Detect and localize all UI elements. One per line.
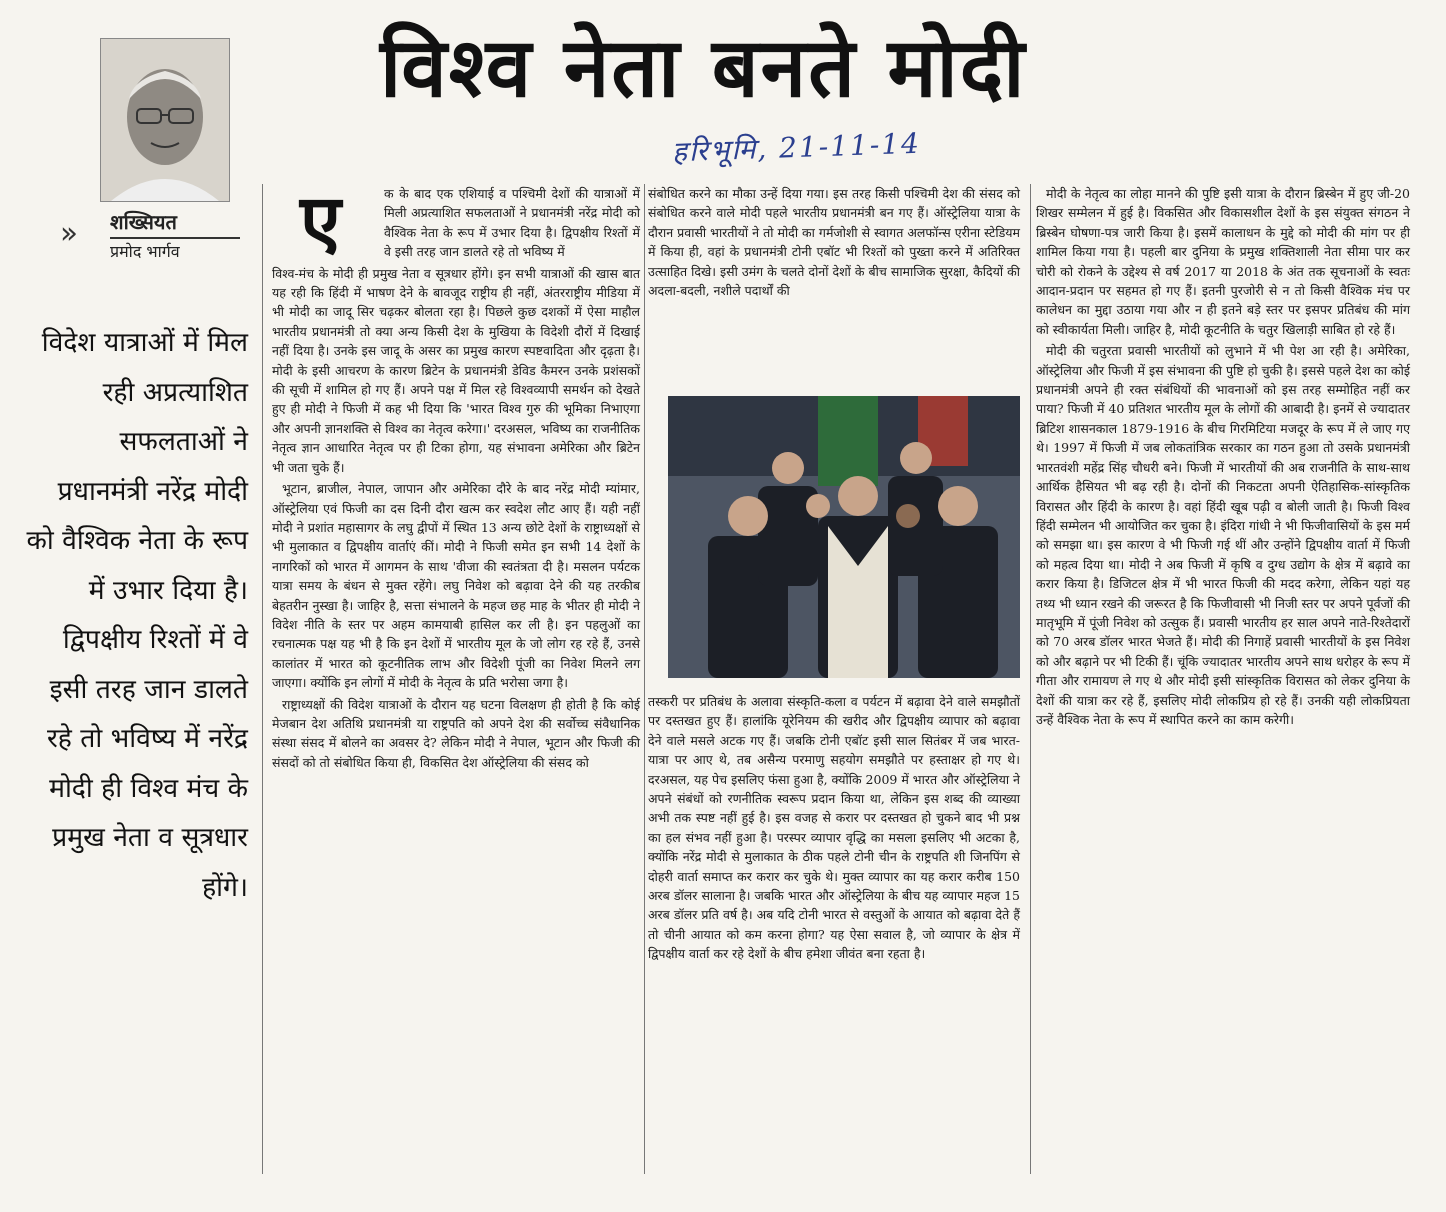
- paragraph: संबोधित करने का मौका उन्हें दिया गया। इस तरह किसी पश्चिमी देश की संसद को संबोधित करने वाले मोदी पहले भारतीय प्रधानमंत्री बन गए हैं। ऑस्ट्रेलिया यात्रा के दौरान प्रवासी भारतीयों ने तो मोदी का गर्मजोशी से स्वागत अलफॉन्स एरीना स्टेडियम में किया ही, वहां के प्रधानमंत्री टोनी एबॉट भी रिश्तों को पुख्ता करने में अतिरिक्त उत्साहित दिखे। इसी उमंग के चलते दोनों देशों के बीच सामाजिक सुरक्षा, कैदियों की अदला-बदली, नशीले पदार्थों की: [648, 186, 1020, 299]
- paragraph: राष्ट्राध्यक्षों की विदेश यात्राओं के दौरान यह घटना विलक्षण ही होती है कि कोई मेजबान देश अतिथि प्रधानमंत्री या राष्ट्रपति को अपने देश की सर्वोच्च संवैधानिक संस्था संसद में बोलने का अवसर दे? लेकिन मोदी ने नेपाल, भूटान और फिजी की संसदों को तो संबोधित किया ही, विकसित देश ऑस्ट्रेलिया की संसद को: [272, 696, 640, 770]
- article-column-3: [1036, 184, 1410, 1174]
- article-column-1: [272, 179, 640, 1174]
- drop-cap: ए: [300, 179, 341, 265]
- paragraph: भूटान, ब्राजील, नेपाल, जापान और अमेरिका दौरे के बाद नरेंद्र मोदी म्यांमार, ऑस्ट्रेलिया एवं फिजी का दस दिनी दौरा खत्म कर स्वदेश लौट आए हैं। यही नहीं मोदी ने प्रशांत महासागर के लघु द्वीपों में स्थित 13 अन्य छोटे देशों के राष्ट्राध्यक्षों से भी मुलाकात व द्विपक्षीय वार्ताएं कीं। मोदी ने फिजी समेत इन सभी 14 देशों के नागरिकों को भारत में आगमन के साथ 'वीजा की स्वतंत्रता दी है। मसलन पर्यटक यात्रा समय के बंधन से मुक्त रहेंगे। लघु निवेश को बढ़ावा देने की यह तरकीब बेहतरीन नुस्खा है। जाहिर है, सत्ता संभालने के महज छह माह के भीतर ही मोदी ने विदेश नीति के स्तर पर अहम कामयाबी हासिल कर ली है। इन पहलुओं का रचनात्मक पक्ष यह भी है कि इन देशों में भारतीय मूल के जो लोग रह रहे हैं, उनसे कालांतर में भारत को कूटनीतिक लाभ और विदेशी पूंजी का निवेश मिलने लग जाएगा। क्योंकि इन लोगों में मोदी के नेतृत्व के प्रति भरोसा जगा है।: [272, 481, 640, 691]
- chevron-right-icon: ››: [60, 216, 72, 251]
- headline: विश्व नेता बनते मोदी: [380, 21, 1027, 116]
- leaders-group-photo: [668, 396, 1020, 678]
- paragraph: तस्करी पर प्रतिबंध के अलावा संस्कृति-कला व पर्यटन में बढ़ावा देने वाले समझौतों पर दस्तखत हुए हैं। हालांकि यूरेनियम की खरीद और द्विपक्षीय व्यापार को बढ़ावा देने वाले मसले अटक गए हैं। जबकि टोनी एबॉट इसी साल सितंबर में जब भारत-यात्रा पर आए थे, तब असैन्य परमाणु सहयोग समझौते पर हस्ताक्षर हो गए थे। दरअसल, यह पेच इसलिए फंसा हुआ है, क्योंकि 2009 में भारत और ऑस्ट्रेलिया ने अपने संबंधों को रणनीतिक स्वरूप प्रदान किया था, लेकिन इस शब्द की व्याख्या अभी तक स्पष्ट नहीं हुई है। इस वजह से करार पर दस्तखत हो चुकने बाद भी प्रश्न का हल संभव नहीं हुआ है। परस्पर व्यापार वृद्धि का मसला इसलिए भी अटका है, क्योंकि नरेंद्र मोदी से मुलाकात के ठीक पहले टोनी चीन के राष्ट्रपति शी जिनपिंग से दोहरी वार्ता समाप्त कर करार कर चुके थे। मुक्त व्यापार का यह करार करीब 150 अरब डॉलर सालाना है। जबकि भारत और ऑस्ट्रेलिया के बीच यह व्यापार महज 15 अरब डॉलर प्रति वर्ष है। अब यदि टोनी भारत से वस्तुओं के आयात को बढ़ावा देते हैं तो चीनी आयात को कम करना होगा? यह ऐसा सवाल है, जो व्यापार के क्षेत्र में द्विपक्षीय वार्ता कर रहे देशों के बीच हमेशा जीवंत बना रहता है।: [648, 694, 1020, 962]
- author-name: प्रमोद भार्गव: [110, 242, 180, 261]
- pull-quote: विदेश यात्राओं में मिल रही अप्रत्याशित सफलताओं ने प्रधानमंत्री नरेंद्र मोदी को वैश्विक नेता के रूप में उभार दिया है। द्विपक्षीय रिश्तों में वे इसी तरह जान डालते रहे तो भविष्य में नरेंद्र मोदी ही विश्व मंच के प्रमुख नेता व सूत्रधार होंगे।: [26, 327, 248, 903]
- article-column-2-bottom: [648, 692, 1020, 1178]
- paragraph: मोदी के नेतृत्व का लोहा मानने की पुष्टि इसी यात्रा के दौरान ब्रिस्बेन में हुए जी-20 शिखर सम्मेलन में हुई है। विकसित और विकासशील देशों के इस संयुक्त संगठन ने ब्रिस्बेन घोषणा-पत्र जारी किया है। इसमें कालाधन के मुद्दे को मोदी की मांग पर ही शामिल किया गया है। पहली बार दुनिया के प्रमुख शक्तिशाली नेता सीमा पार कर चोरी को रोकने के उद्देश्य से वर्ष 2017 या 2018 के अंत तक सूचनाओं के स्वतः आदान-प्रदान पर सहमत हो गए हैं। इतनी पुरजोरी से न तो किसी वैश्विक मंच पर कालेधन का मुद्दा उठाया गया और न ही इतने बड़े स्तर पर इसपर प्रतिबंध की मांग को स्वीकार्यता मिली। जाहिर है, मोदी कूटनीति के चतुर खिलाड़ी साबित हो रहे हैं।: [1036, 186, 1410, 337]
- g20-leaders-image: [668, 396, 1020, 678]
- column-divider: [644, 184, 645, 1174]
- column-divider: [1030, 184, 1031, 1174]
- paragraph: क के बाद एक एशियाई व पश्चिमी देशों की यात्राओं में मिली अप्रत्याशित सफलताओं ने प्रधानमंत्री नरेंद्र मोदी को वैश्विक नेता के रूप में उभार दिया है। द्विपक्षीय रिश्तों में वे इसी तरह जान डालते रहे तो भविष्य में: [384, 186, 640, 260]
- author-portrait-image: [101, 39, 229, 201]
- section-label: शख्सियत: [110, 208, 240, 239]
- author-photo: [100, 38, 230, 202]
- article-column-2-top: [648, 184, 1020, 394]
- paragraph: विश्व-मंच के मोदी ही प्रमुख नेता व सूत्रधार होंगे। इन सभी यात्राओं की खास बात यह रही कि हिंदी में भाषण देने के बावजूद राष्ट्रीय ही नहीं, अंतरराष्ट्रीय मीडिया में भी मोदी का जादू सिर चढ़कर बोलता रहा है। पिछले कुछ दशकों में ऐसा माहौल भारतीय प्रधानमंत्री तो क्या अन्य किसी देश के मुखिया के विदेशी दौरों में दिखाई नहीं दिया है। उनके इस जादू के असर का प्रमुख कारण स्पष्टवादिता और दृढ़ता है। मोदी के इसी आचरण के कारण ब्रिटेन के प्रधानमंत्री डेविड कैमरन उनके प्रशंसकों की सूची में शामिल हो गए हैं। अपने पक्ष में मिल रहे विश्वव्यापी समर्थन को देखते हुए ही मोदी ने फिजी में कह भी दिया कि 'भारत विश्व गुरु की भूमिका निभाएगा और अपनी ज्ञानशक्ति से विश्व का नेतृत्व करेगा।' दरअसल, भविष्य का राजनीतिक नेतृत्व ज्ञान आधारित नेतृत्व पर ही टिका होगा, यह संभावना अमेरिका और ब्रिटेन भी जता चुके हैं।: [272, 265, 640, 475]
- column-divider: [262, 184, 263, 1174]
- handwritten-date: हरिभूमि, 21-11-14: [671, 126, 922, 169]
- paragraph: मोदी की चतुरता प्रवासी भारतीयों को लुभाने में भी पेश आ रही है। अमेरिका, ऑस्ट्रेलिया और फिजी में इस संभावना की पुष्टि हो चुकी है। इससे पहले देश का कोई प्रधानमंत्री अपने ही रक्त संबंधियों की भावनाओं को इस तरह सम्मोहित नहीं कर पाया? फिजी में 40 प्रतिशत भारतीय मूल के लोगों की आबादी है। इनमें से ज्यादातर ब्रिटिश शासनकाल 1879-1916 के बीच गिरमिटिया मजदूर के रूप में ले जाए गए थे। 1997 में फिजी में जब लोकतांत्रिक सरकार का गठन हुआ तो उसके प्रधानमंत्री भारतवंशी महेंद्र सिंह चौधरी बने। फिजी में भारतीयों की अब राजनीति के साथ-साथ आर्थिक हैसियत भी बढ़ रही है। दोनों की निकटता अपनी ऐतिहासिक-सांस्कृतिक विरासत और हिंदी के कारण है। वहां हिंदी खूब पढ़ी व बोली जाती है। फिजी विश्व हिंदी सम्मेलन भी आयोजित कर चुका है। इंदिरा गांधी ने भी फिजीवासियों के इस मर्म को समझा था। इस कारण वे भी फिजी गई थीं और उन्होंने द्विपक्षीय वार्ता में फिजी को महत्व दिया था। मोदी ने अब फिजी में कृषि व दुग्ध उद्योग के क्षेत्र में बढ़ावे का करार किया है। डिजिटल क्षेत्र में भी भारत फिजी की मदद करेगा, लेकिन यहां यह तथ्य भी ध्यान रखने की जरूरत है कि फिजीवासी भी निजी स्तर पर अपने पूर्वजों की मातृभूमि में पूंजी निवेश को उत्सुक हैं। प्रवासी भारतीय हर साल अपने नाते-रिश्तेदारों को 70 अरब डॉलर भारत भेजते हैं। मोदी की निगाहें प्रवासी भारतीयों के इस निवेश को और बढ़ाने पर भी टिकी हैं। चूंकि ज्यादातर भारतीय अपने साथ धरोहर के रूप में गीता और रामायण ले गए थे और मोदी इसी सांस्कृतिक विरासत को लेकर दुनिया के देशों की यात्रा कर रहे हैं, इसलिए मोदी लोकप्रिय हो रहे हैं। उनकी यही लोकप्रियता उन्हें वैश्विक नेता के रूप में स्थापित करने का काम करेगी।: [1036, 343, 1410, 727]
